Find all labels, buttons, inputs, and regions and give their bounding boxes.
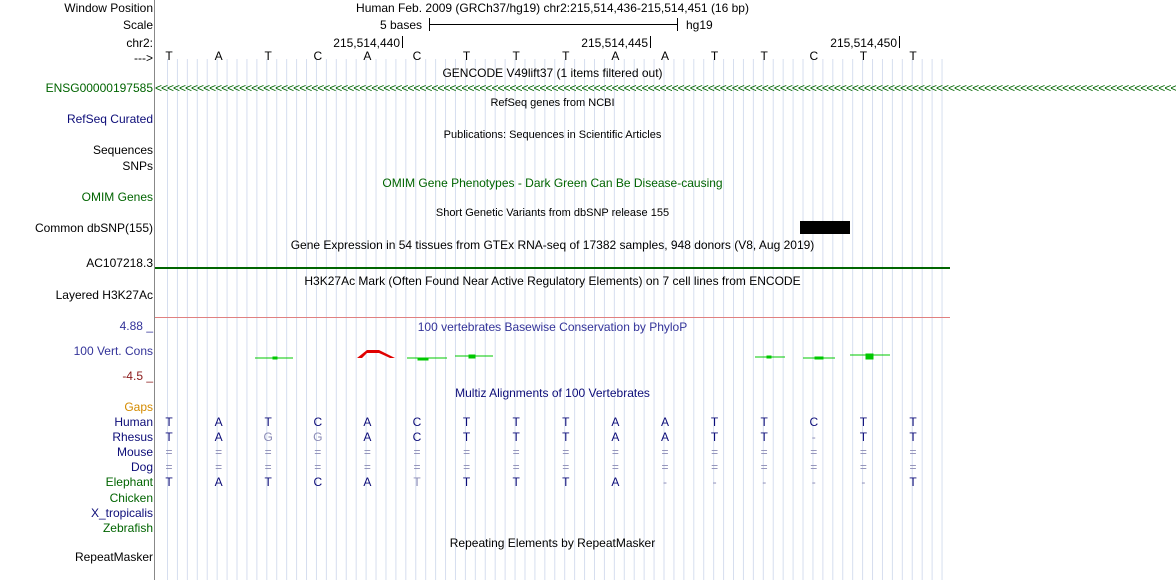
alignment-base: C bbox=[313, 415, 323, 429]
alignment-base: T bbox=[859, 430, 868, 445]
alignment-base: = bbox=[512, 460, 520, 475]
omim-track-label[interactable]: OMIM Genes bbox=[81, 190, 153, 204]
alignment-base: A bbox=[660, 430, 669, 445]
alignment-base: T bbox=[462, 475, 471, 490]
alignment-base: = bbox=[264, 460, 272, 475]
h3k27ac-baseline bbox=[155, 317, 950, 318]
alignment-base: T bbox=[859, 415, 868, 429]
alignment-base: = bbox=[363, 445, 371, 460]
reference-base: A bbox=[660, 49, 669, 63]
reference-base: C bbox=[313, 49, 323, 63]
alignment-base: T bbox=[264, 415, 272, 429]
cons-bar bbox=[273, 357, 277, 359]
alignment-base: T bbox=[165, 430, 173, 445]
cons-negative-peak bbox=[357, 350, 395, 358]
snps-track-label[interactable]: SNPs bbox=[122, 159, 153, 173]
cons-bar bbox=[866, 354, 873, 359]
cons-bar bbox=[815, 357, 823, 359]
species-label[interactable]: Mouse bbox=[116, 445, 153, 460]
scale-bar-right-tick bbox=[677, 18, 678, 31]
alignment-base: T bbox=[710, 415, 719, 429]
alignment-base: = bbox=[810, 445, 818, 460]
alignment-base: T bbox=[562, 430, 570, 445]
alignment-base: = bbox=[463, 460, 471, 475]
alignment-base: T bbox=[512, 415, 520, 429]
alignment-base: A bbox=[214, 430, 223, 445]
alignment-base: = bbox=[711, 445, 719, 460]
alignment-base: = bbox=[165, 460, 173, 475]
species-label[interactable]: Rhesus bbox=[112, 430, 153, 445]
gtex-track-title[interactable]: Gene Expression in 54 tissues from GTEx RNA-seq of 17382 samples, 948 donors (V8, Aug 2019) bbox=[290, 238, 815, 252]
window-position-label: Window Position bbox=[64, 1, 153, 15]
publications-track-title[interactable]: Publications: Sequences in Scientific Articles bbox=[443, 129, 662, 141]
species-label[interactable]: Dog bbox=[130, 460, 153, 475]
sequences-track-label[interactable]: Sequences bbox=[92, 143, 153, 157]
alignment-base: = bbox=[760, 460, 768, 475]
alignment-base: = bbox=[264, 445, 272, 460]
alignment-base: A bbox=[660, 415, 669, 429]
reference-base: T bbox=[909, 49, 917, 63]
cons-bar bbox=[418, 358, 428, 360]
gtex-gene-bar[interactable] bbox=[155, 267, 950, 269]
coord-label-2: 215,514,445 bbox=[581, 36, 648, 50]
gencode-track-label[interactable]: ENSG00000197585 bbox=[45, 81, 153, 95]
alignment-base: T bbox=[760, 430, 768, 445]
reference-base: T bbox=[859, 49, 868, 63]
alignment-base: = bbox=[165, 445, 173, 460]
alignment-base: = bbox=[215, 445, 223, 460]
alignment-base: - bbox=[811, 430, 816, 445]
phylop-min-label: -4.5 _ bbox=[122, 369, 153, 383]
alignment-base: C bbox=[412, 415, 422, 429]
alignment-base: G bbox=[313, 430, 323, 445]
species-label[interactable]: Chicken bbox=[109, 490, 153, 505]
alignment-base: T bbox=[909, 430, 917, 445]
alignment-base: A bbox=[611, 415, 620, 429]
alignment-base: - bbox=[861, 475, 866, 490]
scale-label: Scale bbox=[122, 18, 153, 32]
assembly-name: hg19 bbox=[686, 18, 713, 32]
alignment-base: T bbox=[462, 415, 471, 429]
alignment-base: = bbox=[760, 445, 768, 460]
alignment-base: T bbox=[710, 430, 719, 445]
reference-base: C bbox=[809, 49, 819, 63]
strand-label: ---> bbox=[134, 51, 153, 65]
coord-label-1: 215,514,440 bbox=[333, 36, 400, 50]
alignment-base: = bbox=[711, 460, 719, 475]
alignment-base: = bbox=[314, 445, 322, 460]
alignment-base: - bbox=[663, 475, 667, 490]
gtex-track-label[interactable]: AC107218.3 bbox=[86, 256, 153, 270]
alignment-base: T bbox=[512, 475, 520, 490]
alignment-base: = bbox=[512, 445, 520, 460]
species-label[interactable]: Elephant bbox=[105, 475, 153, 490]
species-label[interactable]: X_tropicalis bbox=[90, 505, 153, 520]
repeatmasker-track-label[interactable]: RepeatMasker bbox=[74, 550, 153, 564]
coord-tick-3 bbox=[899, 36, 900, 48]
reference-base: T bbox=[512, 49, 520, 63]
alignment-base: = bbox=[661, 460, 669, 475]
alignment-base: = bbox=[611, 460, 619, 475]
dbsnp-track-label[interactable]: Common dbSNP(155) bbox=[34, 221, 153, 235]
species-label[interactable]: Human bbox=[114, 415, 153, 429]
alignment-base: C bbox=[412, 430, 422, 445]
alignment-base: A bbox=[611, 430, 620, 445]
alignment-base: = bbox=[562, 460, 570, 475]
alignment-base: - bbox=[811, 475, 816, 490]
reference-base: T bbox=[710, 49, 719, 63]
reference-base: A bbox=[214, 49, 223, 63]
alignment-base: T bbox=[909, 475, 917, 490]
h3k27ac-track-title[interactable]: H3K27Ac Mark (Often Found Near Active Regulatory Elements) on 7 cell lines from ENCODE bbox=[304, 274, 801, 288]
phylop-track-title[interactable]: 100 vertebrates Basewise Conservation by PhyloP bbox=[417, 320, 688, 334]
alignment-base: G bbox=[263, 430, 273, 445]
alignment-base: - bbox=[762, 475, 767, 490]
species-label[interactable]: Zebrafish bbox=[102, 520, 153, 535]
window-position-text: Human Feb. 2009 (GRCh37/hg19) chr2:215,514,436-215,514,451 (16 bp) bbox=[356, 1, 749, 15]
alignment-base: A bbox=[214, 415, 223, 429]
refseq-track-title[interactable]: RefSeq genes from NCBI bbox=[490, 97, 615, 109]
alignment-base: = bbox=[661, 445, 669, 460]
cons-bar bbox=[767, 356, 771, 358]
alignment-base: A bbox=[363, 415, 372, 429]
alignment-base: = bbox=[314, 460, 322, 475]
alignment-base: = bbox=[909, 445, 917, 460]
alignment-base: T bbox=[562, 415, 570, 429]
alignment-base: C bbox=[313, 475, 323, 490]
gencode-track-title[interactable]: GENCODE V49lift37 (1 items filtered out) bbox=[442, 66, 663, 80]
scale-bar bbox=[429, 24, 678, 25]
alignment-base: T bbox=[909, 415, 917, 429]
alignment-base: = bbox=[413, 445, 421, 460]
reference-base: T bbox=[462, 49, 471, 63]
alignment-base: A bbox=[611, 475, 620, 490]
alignment-base: T bbox=[413, 475, 421, 490]
alignment-base: = bbox=[363, 460, 371, 475]
scale-text: 5 bases bbox=[380, 18, 423, 32]
alignment-base: T bbox=[512, 430, 520, 445]
coord-tick-1 bbox=[402, 36, 403, 48]
alignment-base: = bbox=[859, 445, 867, 460]
reference-base: A bbox=[611, 49, 620, 63]
alignment-base: = bbox=[859, 460, 867, 475]
alignment-base: T bbox=[462, 430, 471, 445]
alignment-base: = bbox=[215, 460, 223, 475]
phylop-max-label: 4.88 _ bbox=[119, 319, 153, 333]
h3k27ac-track-label[interactable]: Layered H3K27Ac bbox=[55, 288, 153, 302]
gaps-label: Gaps bbox=[124, 400, 153, 414]
alignment-base: = bbox=[909, 460, 917, 475]
alignment-base: - bbox=[712, 475, 717, 490]
alignment-base: T bbox=[760, 415, 768, 429]
reference-base: T bbox=[165, 49, 173, 63]
scale-bar-left-tick bbox=[429, 18, 430, 31]
alignment-base: = bbox=[611, 445, 619, 460]
repeatmasker-track-title[interactable]: Repeating Elements by RepeatMasker bbox=[449, 536, 656, 550]
snp-feature[interactable] bbox=[800, 221, 850, 234]
gencode-gene-feature[interactable] bbox=[155, 81, 1176, 95]
dbsnp-track-title[interactable]: Short Genetic Variants from dbSNP release 155 bbox=[435, 207, 670, 219]
alignment-base: A bbox=[363, 430, 372, 445]
alignment-base: = bbox=[413, 460, 421, 475]
alignment-base: C bbox=[809, 415, 819, 429]
alignment-base: T bbox=[165, 415, 173, 429]
phylop-wiggle[interactable] bbox=[155, 340, 950, 365]
phylop-track-label[interactable]: 100 Vert. Cons bbox=[73, 344, 153, 358]
alignment-base: = bbox=[463, 445, 471, 460]
reference-base: C bbox=[412, 49, 422, 63]
reference-base: T bbox=[562, 49, 570, 63]
alignment-base: A bbox=[214, 475, 223, 490]
coord-label-3: 215,514,450 bbox=[830, 36, 897, 50]
alignment-base: = bbox=[810, 460, 818, 475]
refseq-track-label[interactable]: RefSeq Curated bbox=[66, 112, 153, 126]
reference-base: A bbox=[363, 49, 372, 63]
coord-tick-2 bbox=[650, 36, 651, 48]
reference-base: T bbox=[264, 49, 272, 63]
reference-base: T bbox=[760, 49, 768, 63]
alignment-base: = bbox=[562, 445, 570, 460]
alignment-base: T bbox=[562, 475, 570, 490]
cons-bar bbox=[469, 355, 475, 358]
omim-track-title[interactable]: OMIM Gene Phenotypes - Dark Green Can Be Disease-causing bbox=[382, 176, 723, 190]
alignment-base: T bbox=[165, 475, 173, 490]
alignment-base: T bbox=[264, 475, 272, 490]
chrom-label: chr2: bbox=[126, 36, 153, 50]
strand-arrows: <<<<<<<<<<<<<<<<<<<<<<<<<<<<<<<<<<<<<<<<<<<<<<<<<<<<<<<<<<<<<<<<<<<<<<<<<<<<<<<<<<<<<<<<<<<<<<<<<<<<<<<<<<<<<<<<<<<<<<<<<<<<<<<<<<<<<<<<<<<<<<<<<<<<<<<<<<<<<<<<<<<<<<<<<< bbox=[155, 81, 1176, 95]
multiz-track-title[interactable]: Multiz Alignments of 100 Vertebrates bbox=[455, 386, 650, 400]
alignment-base: A bbox=[363, 475, 372, 490]
